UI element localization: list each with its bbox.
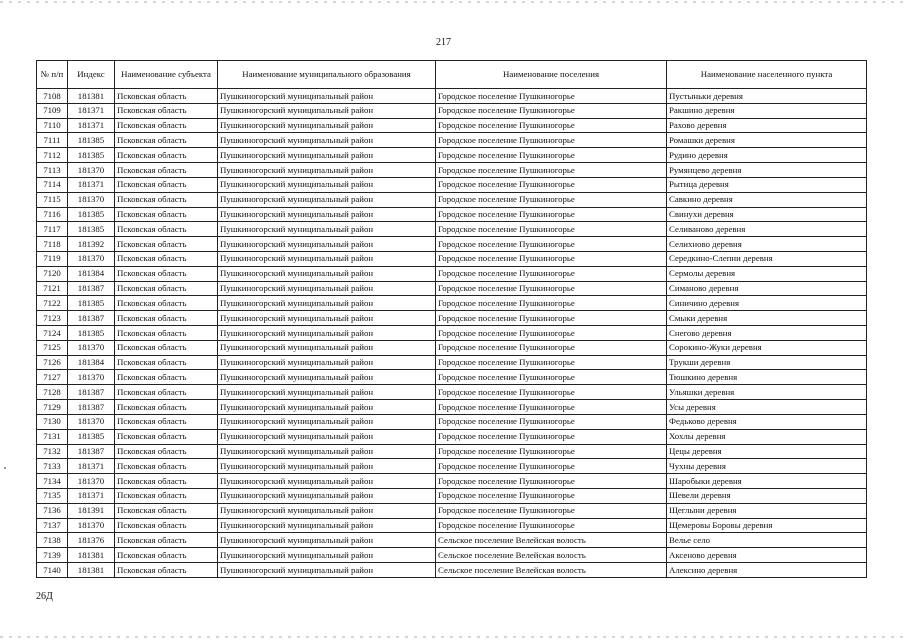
table-row xyxy=(37,400,867,415)
cell-num: 7122 xyxy=(37,296,68,311)
cell-num: 7128 xyxy=(37,385,68,400)
table-row xyxy=(37,459,867,474)
cell-num: 7110 xyxy=(37,118,68,133)
cell-index: 181387 xyxy=(68,400,115,415)
cell-subject: Псковская область xyxy=(115,133,218,148)
cell-settlement: Городское поселение Пушкиногорье xyxy=(436,414,667,429)
cell-municipality: Пушкиногорский муниципальный район xyxy=(218,89,436,104)
cell-settlement: Городское поселение Пушкиногорье xyxy=(436,148,667,163)
cell-locality: Чухны деревня xyxy=(667,459,867,474)
cell-locality: Аксеново деревня xyxy=(667,548,867,563)
settlements-table xyxy=(36,60,867,578)
cell-index: 181371 xyxy=(68,103,115,118)
cell-subject: Псковская область xyxy=(115,548,218,563)
cell-settlement: Городское поселение Пушкиногорье xyxy=(436,459,667,474)
cell-index: 181387 xyxy=(68,385,115,400)
cell-subject: Псковская область xyxy=(115,385,218,400)
cell-settlement: Городское поселение Пушкиногорье xyxy=(436,503,667,518)
cell-municipality: Пушкиногорский муниципальный район xyxy=(218,429,436,444)
cell-index: 181370 xyxy=(68,370,115,385)
cell-subject: Псковская область xyxy=(115,400,218,415)
cell-settlement: Городское поселение Пушкиногорье xyxy=(436,355,667,370)
cell-locality: Цецы деревня xyxy=(667,444,867,459)
table-row xyxy=(37,281,867,296)
cell-subject: Псковская область xyxy=(115,518,218,533)
cell-settlement: Городское поселение Пушкиногорье xyxy=(436,429,667,444)
page-number: 217 xyxy=(436,37,451,48)
cell-num: 7114 xyxy=(37,177,68,192)
cell-index: 181370 xyxy=(68,251,115,266)
cell-subject: Псковская область xyxy=(115,340,218,355)
header-locality: Наименование населенного пункта xyxy=(667,61,867,89)
cell-settlement: Городское поселение Пушкиногорье xyxy=(436,103,667,118)
cell-subject: Псковская область xyxy=(115,459,218,474)
cell-subject: Псковская область xyxy=(115,148,218,163)
cell-locality: Симаново деревня xyxy=(667,281,867,296)
cell-num: 7121 xyxy=(37,281,68,296)
cell-subject: Псковская область xyxy=(115,444,218,459)
table-row xyxy=(37,429,867,444)
cell-municipality: Пушкиногорский муниципальный район xyxy=(218,444,436,459)
cell-municipality: Пушкиногорский муниципальный район xyxy=(218,385,436,400)
table-row xyxy=(37,266,867,281)
cell-index: 181371 xyxy=(68,177,115,192)
table-row xyxy=(37,326,867,341)
cell-index: 181385 xyxy=(68,222,115,237)
cell-municipality: Пушкиногорский муниципальный район xyxy=(218,326,436,341)
cell-settlement: Городское поселение Пушкиногорье xyxy=(436,163,667,178)
table-row xyxy=(37,444,867,459)
cell-subject: Псковская область xyxy=(115,222,218,237)
cell-municipality: Пушкиногорский муниципальный район xyxy=(218,281,436,296)
cell-subject: Псковская область xyxy=(115,474,218,489)
cell-num: 7126 xyxy=(37,355,68,370)
cell-municipality: Пушкиногорский муниципальный район xyxy=(218,148,436,163)
cell-num: 7119 xyxy=(37,251,68,266)
cell-index: 181381 xyxy=(68,548,115,563)
cell-index: 181391 xyxy=(68,503,115,518)
cell-settlement: Городское поселение Пушкиногорье xyxy=(436,340,667,355)
table-row xyxy=(37,192,867,207)
cell-subject: Псковская область xyxy=(115,266,218,281)
cell-num: 7129 xyxy=(37,400,68,415)
cell-locality: Федьково деревня xyxy=(667,414,867,429)
cell-subject: Псковская область xyxy=(115,533,218,548)
cell-num: 7131 xyxy=(37,429,68,444)
cell-num: 7120 xyxy=(37,266,68,281)
cell-index: 181387 xyxy=(68,281,115,296)
cell-num: 7111 xyxy=(37,133,68,148)
cell-municipality: Пушкиногорский муниципальный район xyxy=(218,251,436,266)
table-row xyxy=(37,503,867,518)
cell-settlement: Городское поселение Пушкиногорье xyxy=(436,207,667,222)
cell-subject: Псковская область xyxy=(115,251,218,266)
cell-num: 7112 xyxy=(37,148,68,163)
cell-num: 7127 xyxy=(37,370,68,385)
cell-municipality: Пушкиногорский муниципальный район xyxy=(218,459,436,474)
cell-subject: Псковская область xyxy=(115,207,218,222)
cell-index: 181384 xyxy=(68,266,115,281)
cell-settlement: Городское поселение Пушкиногорье xyxy=(436,311,667,326)
cell-settlement: Городское поселение Пушкиногорье xyxy=(436,385,667,400)
cell-municipality: Пушкиногорский муниципальный район xyxy=(218,207,436,222)
cell-subject: Псковская область xyxy=(115,89,218,104)
cell-settlement: Городское поселение Пушкиногорье xyxy=(436,488,667,503)
cell-locality: Селихново деревня xyxy=(667,237,867,252)
cell-num: 7134 xyxy=(37,474,68,489)
table-row xyxy=(37,163,867,178)
cell-settlement: Городское поселение Пушкиногорье xyxy=(436,370,667,385)
cell-subject: Псковская область xyxy=(115,429,218,444)
cell-locality: Ракшино деревня xyxy=(667,103,867,118)
cell-settlement: Городское поселение Пушкиногорье xyxy=(436,118,667,133)
cell-num: 7136 xyxy=(37,503,68,518)
table-row xyxy=(37,177,867,192)
cell-index: 181376 xyxy=(68,533,115,548)
cell-index: 181371 xyxy=(68,118,115,133)
cell-index: 181385 xyxy=(68,148,115,163)
cell-num: 7108 xyxy=(37,89,68,104)
cell-num: 7130 xyxy=(37,414,68,429)
cell-locality: Тюшкино деревня xyxy=(667,370,867,385)
cell-settlement: Городское поселение Пушкиногорье xyxy=(436,296,667,311)
cell-num: 7109 xyxy=(37,103,68,118)
header-index: Индекс xyxy=(68,61,115,89)
table-row xyxy=(37,385,867,400)
cell-municipality: Пушкиногорский муниципальный район xyxy=(218,266,436,281)
cell-settlement: Городское поселение Пушкиногорье xyxy=(436,222,667,237)
cell-settlement: Городское поселение Пушкиногорье xyxy=(436,474,667,489)
cell-settlement: Городское поселение Пушкиногорье xyxy=(436,89,667,104)
cell-municipality: Пушкиногорский муниципальный район xyxy=(218,548,436,563)
cell-num: 7139 xyxy=(37,548,68,563)
cell-locality: Алексино деревня xyxy=(667,563,867,578)
cell-locality: Сорокино-Жуки деревня xyxy=(667,340,867,355)
cell-municipality: Пушкиногорский муниципальный район xyxy=(218,533,436,548)
cell-settlement: Городское поселение Пушкиногорье xyxy=(436,518,667,533)
cell-locality: Снегово деревня xyxy=(667,326,867,341)
table-row xyxy=(37,148,867,163)
scan-edge-bottom xyxy=(0,636,905,638)
cell-index: 181371 xyxy=(68,459,115,474)
cell-municipality: Пушкиногорский муниципальный район xyxy=(218,118,436,133)
table-header xyxy=(37,61,867,89)
cell-index: 181385 xyxy=(68,429,115,444)
cell-municipality: Пушкиногорский муниципальный район xyxy=(218,296,436,311)
table-row xyxy=(37,340,867,355)
cell-subject: Псковская область xyxy=(115,414,218,429)
cell-municipality: Пушкиногорский муниципальный район xyxy=(218,237,436,252)
table-row xyxy=(37,251,867,266)
cell-num: 7132 xyxy=(37,444,68,459)
cell-num: 7140 xyxy=(37,563,68,578)
table-row xyxy=(37,355,867,370)
cell-locality: Ульяшки деревня xyxy=(667,385,867,400)
cell-locality: Пустыньки деревня xyxy=(667,89,867,104)
table-row xyxy=(37,207,867,222)
cell-municipality: Пушкиногорский муниципальный район xyxy=(218,163,436,178)
table-row xyxy=(37,488,867,503)
table-row xyxy=(37,370,867,385)
cell-num: 7117 xyxy=(37,222,68,237)
cell-num: 7138 xyxy=(37,533,68,548)
cell-settlement: Городское поселение Пушкиногорье xyxy=(436,177,667,192)
cell-settlement: Городское поселение Пушкиногорье xyxy=(436,400,667,415)
cell-locality: Хохлы деревня xyxy=(667,429,867,444)
cell-index: 181381 xyxy=(68,89,115,104)
cell-locality: Щемеровы Боровы деревня xyxy=(667,518,867,533)
table-row xyxy=(37,118,867,133)
cell-index: 181370 xyxy=(68,474,115,489)
cell-municipality: Пушкиногорский муниципальный район xyxy=(218,222,436,237)
cell-locality: Савкино деревня xyxy=(667,192,867,207)
cell-index: 181387 xyxy=(68,444,115,459)
cell-subject: Псковская область xyxy=(115,237,218,252)
cell-subject: Псковская область xyxy=(115,296,218,311)
table-row xyxy=(37,311,867,326)
cell-locality: Рудино деревня xyxy=(667,148,867,163)
cell-subject: Псковская область xyxy=(115,177,218,192)
table-row xyxy=(37,296,867,311)
cell-municipality: Пушкиногорский муниципальный район xyxy=(218,474,436,489)
cell-subject: Псковская область xyxy=(115,163,218,178)
cell-locality: Рытица деревня xyxy=(667,177,867,192)
cell-num: 7125 xyxy=(37,340,68,355)
cell-settlement: Сельское поселение Велейская волость xyxy=(436,533,667,548)
table-row xyxy=(37,222,867,237)
cell-locality: Шевели деревня xyxy=(667,488,867,503)
cell-num: 7137 xyxy=(37,518,68,533)
cell-index: 181392 xyxy=(68,237,115,252)
cell-index: 181385 xyxy=(68,326,115,341)
cell-index: 181370 xyxy=(68,340,115,355)
scan-speck xyxy=(4,467,6,469)
cell-index: 181381 xyxy=(68,563,115,578)
cell-num: 7115 xyxy=(37,192,68,207)
header-municipality: Наименование муниципального образования xyxy=(218,61,436,89)
cell-locality: Смыки деревня xyxy=(667,311,867,326)
cell-settlement: Городское поселение Пушкиногорье xyxy=(436,237,667,252)
header-num: № п/п xyxy=(37,61,68,89)
cell-settlement: Городское поселение Пушкиногорье xyxy=(436,444,667,459)
cell-num: 7116 xyxy=(37,207,68,222)
cell-locality: Ромашки деревня xyxy=(667,133,867,148)
cell-municipality: Пушкиногорский муниципальный район xyxy=(218,518,436,533)
cell-locality: Синичино деревня xyxy=(667,296,867,311)
cell-num: 7123 xyxy=(37,311,68,326)
cell-municipality: Пушкиногорский муниципальный район xyxy=(218,488,436,503)
cell-municipality: Пушкиногорский муниципальный район xyxy=(218,503,436,518)
header-row xyxy=(37,61,867,89)
footer-mark: 26Д xyxy=(36,591,53,602)
cell-subject: Псковская область xyxy=(115,118,218,133)
cell-municipality: Пушкиногорский муниципальный район xyxy=(218,133,436,148)
cell-locality: Трукши деревня xyxy=(667,355,867,370)
table-row xyxy=(37,563,867,578)
cell-locality: Усы деревня xyxy=(667,400,867,415)
cell-municipality: Пушкиногорский муниципальный район xyxy=(218,192,436,207)
cell-subject: Псковская область xyxy=(115,488,218,503)
cell-municipality: Пушкиногорский муниципальный район xyxy=(218,311,436,326)
cell-municipality: Пушкиногорский муниципальный район xyxy=(218,177,436,192)
cell-settlement: Городское поселение Пушкиногорье xyxy=(436,133,667,148)
cell-settlement: Городское поселение Пушкиногорье xyxy=(436,266,667,281)
table-row xyxy=(37,414,867,429)
cell-settlement: Сельское поселение Велейская волость xyxy=(436,548,667,563)
cell-municipality: Пушкиногорский муниципальный район xyxy=(218,370,436,385)
cell-municipality: Пушкиногорский муниципальный район xyxy=(218,103,436,118)
cell-subject: Псковская область xyxy=(115,103,218,118)
cell-municipality: Пушкиногорский муниципальный район xyxy=(218,400,436,415)
cell-num: 7135 xyxy=(37,488,68,503)
cell-num: 7113 xyxy=(37,163,68,178)
cell-municipality: Пушкиногорский муниципальный район xyxy=(218,563,436,578)
table-body xyxy=(37,89,867,578)
cell-locality: Щеглыни деревня xyxy=(667,503,867,518)
cell-subject: Псковская область xyxy=(115,281,218,296)
cell-index: 181370 xyxy=(68,518,115,533)
cell-subject: Псковская область xyxy=(115,563,218,578)
cell-subject: Псковская область xyxy=(115,503,218,518)
cell-settlement: Городское поселение Пушкиногорье xyxy=(436,281,667,296)
cell-settlement: Сельское поселение Велейская волость xyxy=(436,563,667,578)
cell-locality: Румянцево деревня xyxy=(667,163,867,178)
table-row xyxy=(37,474,867,489)
cell-index: 181387 xyxy=(68,311,115,326)
cell-locality: Сермолы деревня xyxy=(667,266,867,281)
cell-subject: Псковская область xyxy=(115,355,218,370)
scan-edge-top xyxy=(0,1,905,3)
cell-subject: Псковская область xyxy=(115,311,218,326)
cell-index: 181385 xyxy=(68,296,115,311)
table-row xyxy=(37,237,867,252)
cell-locality: Велье село xyxy=(667,533,867,548)
cell-num: 7118 xyxy=(37,237,68,252)
cell-locality: Рахово деревня xyxy=(667,118,867,133)
cell-locality: Середкино-Слепни деревня xyxy=(667,251,867,266)
table-row xyxy=(37,518,867,533)
cell-settlement: Городское поселение Пушкиногорье xyxy=(436,192,667,207)
cell-municipality: Пушкиногорский муниципальный район xyxy=(218,340,436,355)
table-row xyxy=(37,89,867,104)
cell-municipality: Пушкиногорский муниципальный район xyxy=(218,355,436,370)
cell-settlement: Городское поселение Пушкиногорье xyxy=(436,326,667,341)
table-row xyxy=(37,133,867,148)
cell-locality: Свинухи деревня xyxy=(667,207,867,222)
cell-num: 7133 xyxy=(37,459,68,474)
cell-subject: Псковская область xyxy=(115,370,218,385)
cell-locality: Селиваново деревня xyxy=(667,222,867,237)
cell-index: 181370 xyxy=(68,163,115,178)
cell-index: 181384 xyxy=(68,355,115,370)
table-row xyxy=(37,103,867,118)
cell-index: 181370 xyxy=(68,414,115,429)
table-row xyxy=(37,548,867,563)
cell-index: 181385 xyxy=(68,133,115,148)
cell-index: 181371 xyxy=(68,488,115,503)
cell-num: 7124 xyxy=(37,326,68,341)
cell-municipality: Пушкиногорский муниципальный район xyxy=(218,414,436,429)
cell-index: 181370 xyxy=(68,192,115,207)
cell-locality: Шаробыки деревня xyxy=(667,474,867,489)
cell-subject: Псковская область xyxy=(115,326,218,341)
header-settlement: Наименование поселения xyxy=(436,61,667,89)
cell-settlement: Городское поселение Пушкиногорье xyxy=(436,251,667,266)
cell-index: 181385 xyxy=(68,207,115,222)
table-row xyxy=(37,533,867,548)
header-subject: Наименование субъекта xyxy=(115,61,218,89)
cell-subject: Псковская область xyxy=(115,192,218,207)
